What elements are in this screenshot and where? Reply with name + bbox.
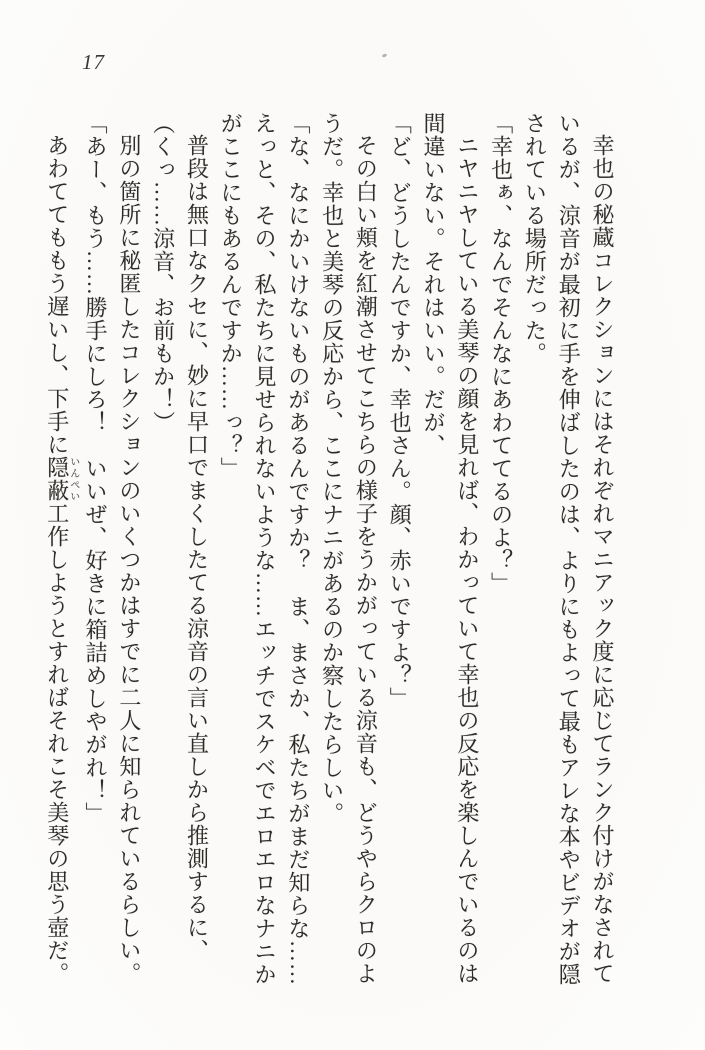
- paragraph-1: 幸也の秘蔵コレクションにはそれぞれマニアック度に応じてランク付けがなされているが、涼音が最初に手を伸ばしたのは、よりにもよって最もアレな本やビデオが隠されている場所だった。: [522, 112, 615, 986]
- paragraph-9: 別の箇所に秘匿したコレクションのいくつかはすでに二人に知られているらしい。: [116, 134, 142, 985]
- paragraph-4: 「ど、どうしたんですか、幸也さん。顔、赤いですよ？」: [387, 112, 413, 710]
- page-number: 17: [82, 50, 105, 74]
- paragraph-5: その白い頬を紅潮させてこちらの様子をうかがっている涼音も、どうやらクロのようだ。幸也と美琴の反応から、ここにナニがあるのか察したらしい。: [319, 112, 379, 985]
- paragraph-3: ニヤニヤしている美琴の顔を見れば、わかっていて幸也の反応を楽しんでいるのは間違いない。それはいい。だが、: [421, 112, 480, 985]
- paragraph-10: 「あー、もう……勝手にしろ！ いいぜ、好きに箱詰めしやがれ！」: [83, 112, 109, 825]
- scan-speck: [382, 53, 388, 58]
- paragraph-8: （くっ……涼音、お前もか！）: [150, 112, 176, 434]
- paragraph-6: 「な、なにかいけないものがあるんですか？ ま、まさか、私たちがまだ知らな……えっと、その、私たちに見せられないような……エッチでスケベでエロエロなナニかがここにもあるんですか……っ？」: [218, 112, 311, 986]
- ruby-annotated-word: 隠蔽いんぺい: [44, 456, 79, 502]
- paragraph-11: あわててももう遅いし、下手に隠蔽いんぺい工作しようとすればそれこそ美琴の思う壺だ。: [44, 134, 79, 985]
- paragraph-7: 普段は無口なクセに、妙に早口でまくしたてる涼音の言い直しから推測するに、: [184, 134, 210, 962]
- paragraph-2: 「幸也ぁ、なんでそんなにあわててるのよ？」: [488, 112, 514, 595]
- vertical-text-block: [35, 112, 619, 990]
